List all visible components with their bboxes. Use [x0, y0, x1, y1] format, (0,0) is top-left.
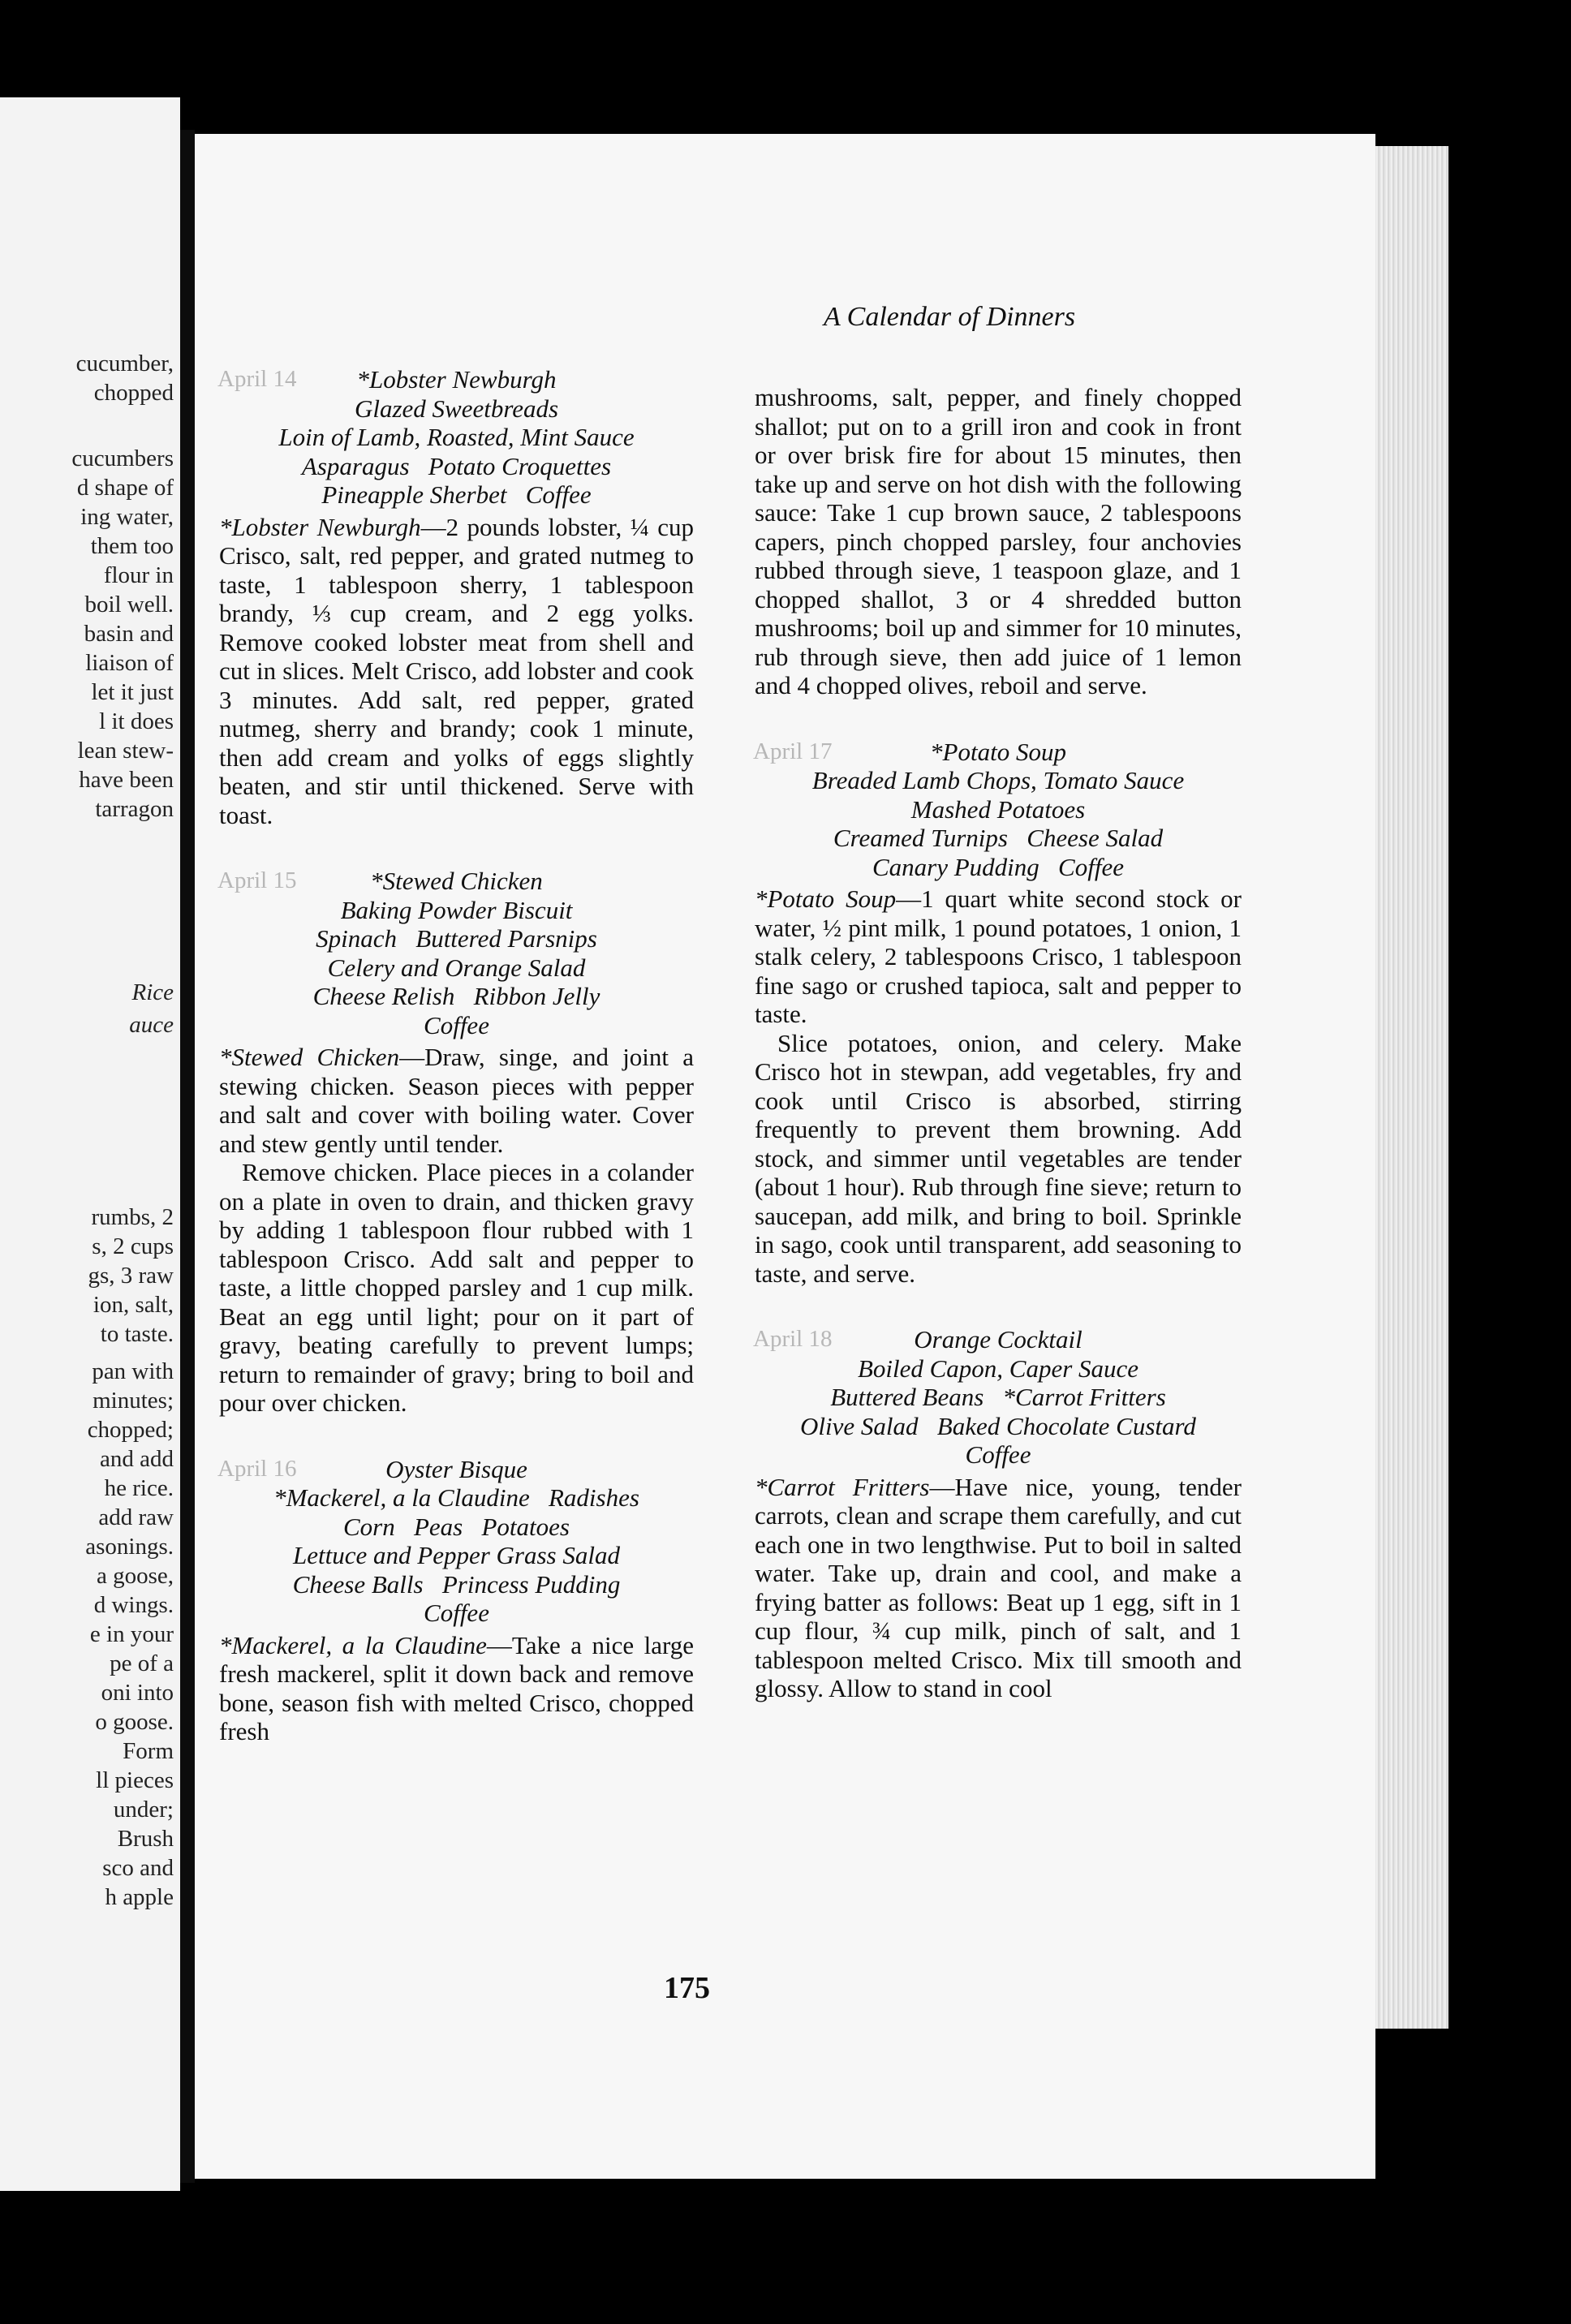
menu-item: Glazed Sweetbreads — [354, 394, 559, 423]
facing-page-fragment: them too — [90, 533, 174, 559]
menu-item: Cheese Balls Princess Pudding — [292, 1569, 621, 1599]
dinner-menu — [219, 365, 694, 510]
menu-item: Boiled Capon, Caper Sauce — [857, 1354, 1139, 1383]
recipe-body: —1 quart white second stock or water, ½ pint milk, 1 pound potatoes, 1 onion, 1 stalk celery, 2 tablespoons Crisco, 1 tablespoon fine sago or crushed tapioca, salt and pepper to taste. — [755, 884, 1242, 1028]
facing-page-fragment: chopped; — [87, 1417, 174, 1443]
recipe-paragraph — [219, 1043, 694, 1158]
facing-page-fragment: cucumbers — [71, 445, 174, 471]
facing-page-fragment: h apple — [105, 1884, 174, 1910]
page-stack-edges — [1375, 146, 1448, 2029]
facing-page-fragment: flour in — [103, 562, 174, 588]
recipe-paragraph — [755, 1473, 1242, 1703]
facing-page-fragment: basin and — [84, 621, 174, 647]
menu-item: Loin of Lamb, Roasted, Mint Sauce — [278, 423, 635, 451]
menu-item: Breaded Lamb Chops, Tomato Sauce — [811, 766, 1185, 794]
menu-item: *Mackerel, a la Claudine Radishes — [273, 1483, 639, 1512]
facing-page-fragment: auce — [129, 1012, 174, 1038]
facing-page-fragment: e in your — [89, 1621, 174, 1647]
recipe-paragraph — [219, 513, 694, 830]
facing-page-fragment: ing water, — [80, 504, 174, 530]
menu-item: Olive Salad Baked Chocolate Custard — [800, 1411, 1196, 1440]
facing-page-fragment: liaison of — [85, 650, 174, 676]
facing-page-fragment: tarragon — [95, 796, 174, 822]
right-column — [755, 380, 1242, 1741]
facing-page-fragment: s, 2 cups — [92, 1233, 174, 1259]
menu-item: Coffee — [965, 1440, 1031, 1469]
facing-page-fragment: l it does — [99, 708, 174, 734]
facing-page-fragment: sco and — [102, 1855, 174, 1881]
facing-page-fragment: minutes; — [93, 1388, 174, 1414]
facing-page-fragment: gs, 3 raw — [88, 1263, 174, 1289]
facing-page-edge — [0, 97, 180, 2191]
menu-item: Buttered Beans *Carrot Fritters — [830, 1383, 1166, 1411]
facing-page-fragment: have been — [79, 767, 174, 793]
recipe-body: mushrooms, salt, pepper, and finely chopped shallot; put on to a grill iron and cook in front or over brisk fire for about 15 minutes, then take up and serve on hot dish with the following sauce: Take 1 cup brown sauce, 2 tablespoons capers, pinch chopped parsley, four anchovies rubbed through sieve, 1 teaspoon glaze, and 1 chopped shallot, 3 or 4 shredded button mushrooms; boil up and simmer for 10 minutes, rub through sieve, then add juice of 1 lemon and 4 chopped olives, reboil and serve. — [755, 383, 1242, 699]
facing-page-fragment: rumbs, 2 — [91, 1204, 174, 1230]
facing-page-fragment: add raw — [98, 1504, 174, 1530]
facing-page-fragment: asonings. — [85, 1534, 174, 1560]
entry-date: April 18 — [753, 1326, 833, 1352]
recipe-name: *Potato Soup — [755, 884, 897, 913]
menu-item: Pineapple Sherbet Coffee — [321, 480, 592, 509]
recipe-body: —Draw, singe, and joint a stewing chicken. Season pieces with pepper and salt and cover with boiling water. Cover and stew gently until tender. — [219, 1043, 694, 1158]
facing-page-fragment: to taste. — [100, 1321, 174, 1347]
entry-date: April 15 — [217, 867, 297, 893]
recipe-body: —Take a nice large fresh mackerel, split it down back and remove bone, season fish with melted Crisco, chopped fresh — [219, 1630, 694, 1745]
dinner-entry — [755, 383, 1242, 700]
recipe-paragraph — [755, 1029, 1242, 1289]
menu-item: Lettuce and Pepper Grass Salad — [293, 1541, 620, 1569]
recipe-name: *Carrot Fritters — [755, 1472, 930, 1501]
dinner-entry — [755, 738, 1242, 1289]
menu-item: Coffee — [424, 1010, 489, 1039]
menu-item: Baking Powder Biscuit — [340, 895, 573, 924]
menu-item: Creamed Turnips Cheese Salad — [833, 824, 1164, 852]
recipe-body: —2 pounds lobster, ¼ cup Crisco, salt, red pepper, and grated nutmeg to taste, 1 tablespoon sherry, 1 tablespoon brandy, ⅓ cup cream, and 2 egg yolks. Remove cooked lobster meat from shell and cut in slices. Melt Crisco, add lobster and cook 3 minutes. Add salt, red pepper, grated nutmeg, sherry and brandy; cook 1 minute, then add cream and yolks of eggs slightly beaten, and stir until thickened. Serve with toast. — [219, 512, 694, 829]
entry-date: April 16 — [217, 1455, 297, 1482]
facing-page-fragment: and add — [100, 1446, 174, 1472]
recipe-body: —Have nice, young, tender carrots, clean and scrape them carefully, and cut each one in two lengthwise. Put to boil in salted water. Take up, drain and cool, and make a frying batter as follows: Beat up 1 egg, sift in 1 cup flour, ¾ cup milk, pinch of salt, and 1 tablespoon melted Crisco. Mix till smooth and glossy. Allow to stand in cool — [755, 1472, 1242, 1702]
facing-page-fragment: under; — [113, 1797, 174, 1823]
facing-page-fragment: oni into — [101, 1680, 174, 1706]
menu-item: Cheese Relish Ribbon Jelly — [312, 982, 600, 1010]
facing-page-fragment: o goose. — [95, 1709, 174, 1735]
left-column — [219, 365, 694, 1784]
recipe-text — [219, 1043, 694, 1418]
recipe-name: *Lobster Newburgh — [219, 512, 421, 541]
dinner-menu — [755, 738, 1242, 882]
menu-item: Coffee — [424, 1599, 489, 1627]
facing-page-fragment: Form — [123, 1738, 174, 1764]
recipe-text — [219, 1631, 694, 1746]
entry-date: April 14 — [217, 366, 297, 392]
facing-page-fragment: ion, salt, — [93, 1292, 174, 1318]
dinner-menu — [219, 1455, 694, 1628]
recipe-body: Slice potatoes, onion, and celery. Make Crisco hot in stewpan, add vegetables, fry and cook until Crisco is absorbed, stirring frequently to prevent them browning. Add stock, and simmer until vegetables are tender (about 1 hour). Rub through fine sieve; return to saucepan, add milk, and bring to boil. Sprinkle in sago, cook until transparent, add seasoning to taste, and serve. — [755, 1028, 1242, 1288]
running-head: A Calendar of Dinners — [824, 302, 1076, 332]
facing-page-fragment: boil well. — [84, 592, 174, 618]
facing-page-fragment: let it just — [91, 679, 174, 705]
dinner-entry — [219, 1455, 694, 1746]
menu-item: Orange Cocktail — [914, 1325, 1082, 1354]
recipe-paragraph — [219, 1158, 694, 1418]
recipe-name: *Stewed Chicken — [219, 1043, 400, 1071]
menu-item: Celery and Orange Salad — [327, 953, 586, 982]
recipe-text — [755, 884, 1242, 1288]
recipe-text — [755, 1473, 1242, 1703]
menu-item: Mashed Potatoes — [910, 794, 1086, 824]
facing-page-fragment: d shape of — [76, 475, 174, 501]
book-gutter — [180, 130, 195, 2183]
recipe-paragraph — [755, 383, 1242, 700]
dinner-entry — [755, 1325, 1242, 1703]
facing-page-fragment: lean stew- — [77, 738, 174, 764]
facing-page-fragment: a goose, — [96, 1563, 174, 1589]
facing-page-fragment: he rice. — [104, 1475, 174, 1501]
recipe-text — [755, 383, 1242, 700]
page-number: 175 — [664, 1971, 710, 2005]
recipe-body: Remove chicken. Place pieces in a colander on a plate in oven to drain, and thicken gravy by adding 1 tablespoon flour rubbed with 1 tablespoon Crisco. Add salt and pepper to taste, a little chopped parsley and 1 cup milk. Beat an egg until light; pour on it part of gravy, beating carefully to prevent lumps; return to remainder of gravy; bring to boil and pour over chicken. — [219, 1158, 694, 1417]
facing-page-fragment: chopped — [93, 380, 174, 406]
recipe-name: *Mackerel, a la Claudine — [219, 1630, 487, 1659]
recipe-text — [219, 513, 694, 830]
dinner-entry — [219, 867, 694, 1418]
facing-page-fragment: d wings. — [93, 1592, 174, 1618]
menu-item: Canary Pudding Coffee — [872, 852, 1124, 881]
facing-page-fragment: ll pieces — [96, 1767, 174, 1793]
menu-item: Asparagus Potato Croquettes — [301, 451, 612, 480]
facing-page-fragment: pan with — [92, 1358, 174, 1384]
menu-item: *Stewed Chicken — [370, 867, 543, 895]
recipe-paragraph — [219, 1631, 694, 1746]
menu-item: *Lobster Newburgh — [356, 365, 557, 394]
menu-item: Spinach Buttered Parsnips — [316, 924, 597, 953]
recipe-paragraph — [755, 884, 1242, 1029]
facing-page-fragment: Rice — [131, 979, 174, 1005]
dinner-menu — [755, 1325, 1242, 1470]
entry-date: April 17 — [753, 738, 833, 764]
menu-item: *Potato Soup — [930, 737, 1066, 766]
facing-page-fragment: cucumber, — [75, 351, 174, 377]
facing-page-fragment: Brush — [117, 1826, 174, 1852]
dinner-entry — [219, 365, 694, 829]
menu-item: Oyster Bisque — [385, 1454, 527, 1483]
dinner-menu — [219, 867, 694, 1039]
menu-item: Corn Peas Potatoes — [343, 1512, 570, 1541]
facing-page-fragment: pe of a — [110, 1650, 174, 1676]
